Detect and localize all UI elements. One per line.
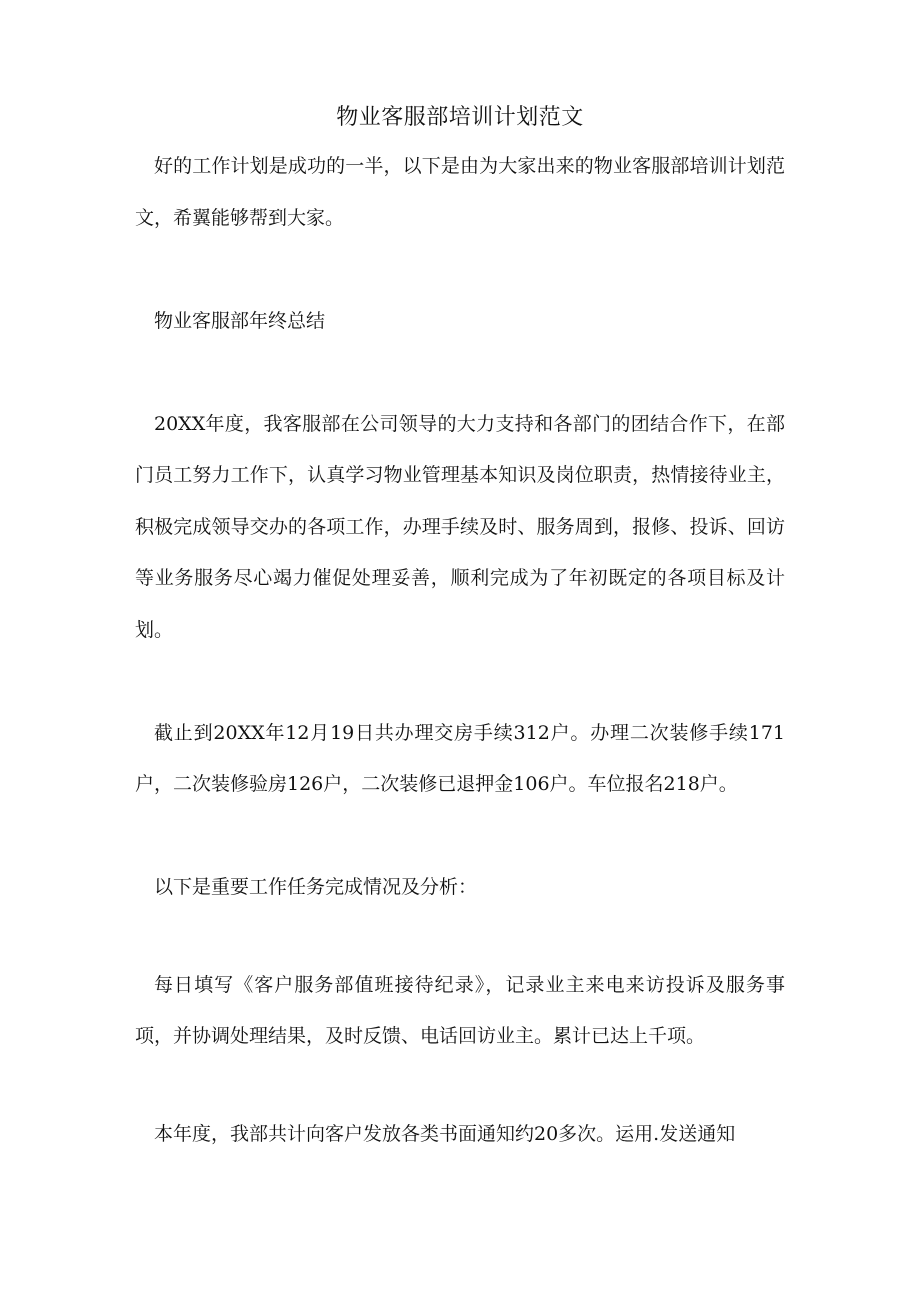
intro-paragraph: 好的工作计划是成功的一半，以下是由为大家出来的物业客服部培训计划范文，希翼能够帮到大家。 [135, 155, 785, 229]
section-heading: 物业客服部年终总结 [154, 309, 326, 332]
tasks-intro-paragraph: 以下是重要工作任务完成情况及分析： [154, 876, 478, 898]
duty-record-paragraph: 每日填写《客户服务部值班接待纪录》，记录业主来电来访投诉及服务事项，并协调处理结果，及时反馈、电话回访业主。累计已达上千项。 [135, 973, 785, 1047]
statistics-paragraph: 截止到20XX年12月19日共办理交房手续312户。办理二次装修手续171户，二次装修验房126户，二次装修已退押金106户。车位报名218户。 [135, 721, 785, 795]
paragraph-spacer [135, 914, 785, 960]
paragraph-spacer [135, 811, 785, 863]
paragraph-spacer [135, 347, 785, 399]
paragraph-spacer [135, 1063, 785, 1109]
notices-paragraph: 本年度，我部共计向客户发放各类书面通知约20多次。运用.发送通知 [154, 1122, 736, 1145]
summary-paragraph: 20XX年度，我客服部在公司领导的大力支持和各部门的团结合作下，在部门员工努力工作下，认真学习物业管理基本知识及岗位职责，热情接待业主，积极完成领导交办的各项工作，办理手续及时、服务周到，报修、投诉、回访等业务服务尽心竭力催促处理妥善，顺利完成为了年初既定的各项目标及计划。 [135, 412, 785, 641]
paragraph-spacer [135, 244, 785, 296]
document-title: 物业客服部培训计划范文 [336, 105, 584, 130]
paragraph-spacer [135, 656, 785, 708]
